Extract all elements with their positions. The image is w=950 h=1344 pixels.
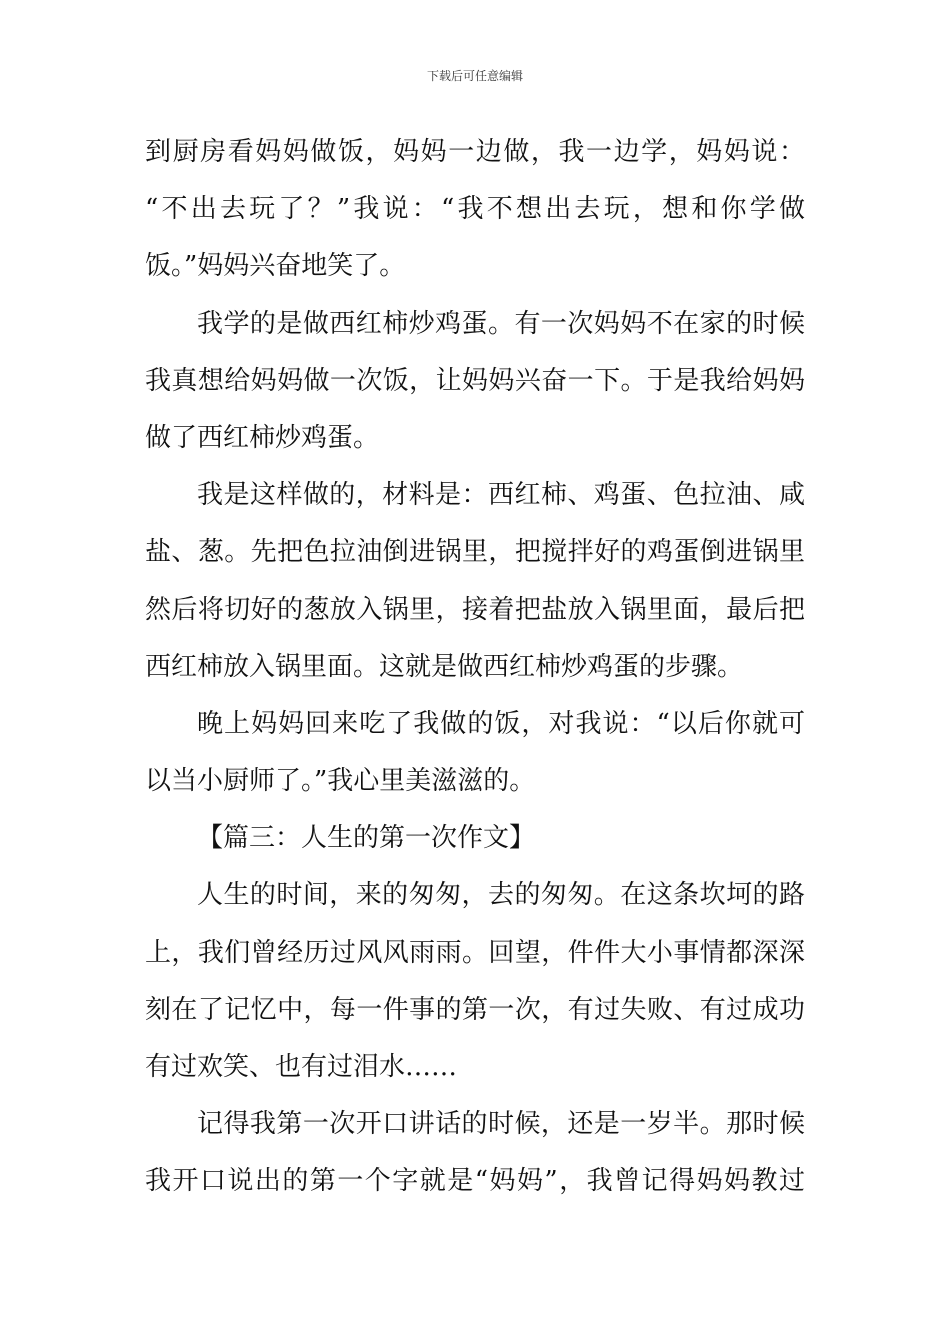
text-line: 饭。”妈妈兴奋地笑了。 xyxy=(145,251,406,282)
text-line: 上，我们曾经历过风风雨雨。回望，件件大小事情都深深 xyxy=(145,937,805,968)
text-line: 做了西红柿炒鸡蛋。 xyxy=(145,422,380,453)
text-line: 有过欢笑、也有过泪水…… xyxy=(145,1052,458,1082)
text-line: 刻在了记忆中，每一件事的第一次，有过失败、有过成功 xyxy=(145,994,805,1025)
document-body xyxy=(145,124,805,1211)
paragraph-start-line: 人生的时间，来的匆匆，去的匆匆。在这条坎坷的路 xyxy=(197,880,805,911)
text-line: 我真想给妈妈做一次饭，让妈妈兴奋一下。于是我给妈妈 xyxy=(145,365,805,396)
section-heading: 【篇三：人生的第一次作文】 xyxy=(197,823,536,854)
text-line: 盐、葱。先把色拉油倒进锅里，把搅拌好的鸡蛋倒进锅里 xyxy=(145,537,805,568)
text-line: 西红柿放入锅里面。这就是做西红柿炒鸡蛋的步骤。 xyxy=(145,651,744,682)
text-line: 我开口说出的第一个字就是“妈妈”，我曾记得妈妈教过 xyxy=(145,1166,805,1197)
page-header: 下载后可任意编辑 xyxy=(426,69,523,83)
text-line: 然后将切好的葱放入锅里，接着把盐放入锅里面，最后把 xyxy=(145,594,805,625)
paragraph-start-line: 晚上妈妈回来吃了我做的饭，对我说：“以后你就可 xyxy=(197,708,805,739)
paragraph-start-line: 记得我第一次开口讲话的时候，还是一岁半。那时候 xyxy=(197,1109,805,1140)
paragraph-start-line: 我是这样做的，材料是：西红柿、鸡蛋、色拉油、咸 xyxy=(197,480,805,511)
text-line: 到厨房看妈妈做饭，妈妈一边做，我一边学，妈妈说： xyxy=(145,137,805,167)
text-line: “不出去玩了？”我说：“我不想出去玩，想和你学做 xyxy=(145,194,805,225)
text-line: 以当小厨师了。”我心里美滋滋的。 xyxy=(145,766,536,797)
paragraph-start-line: 我学的是做西红柿炒鸡蛋。有一次妈妈不在家的时候 xyxy=(197,308,805,339)
